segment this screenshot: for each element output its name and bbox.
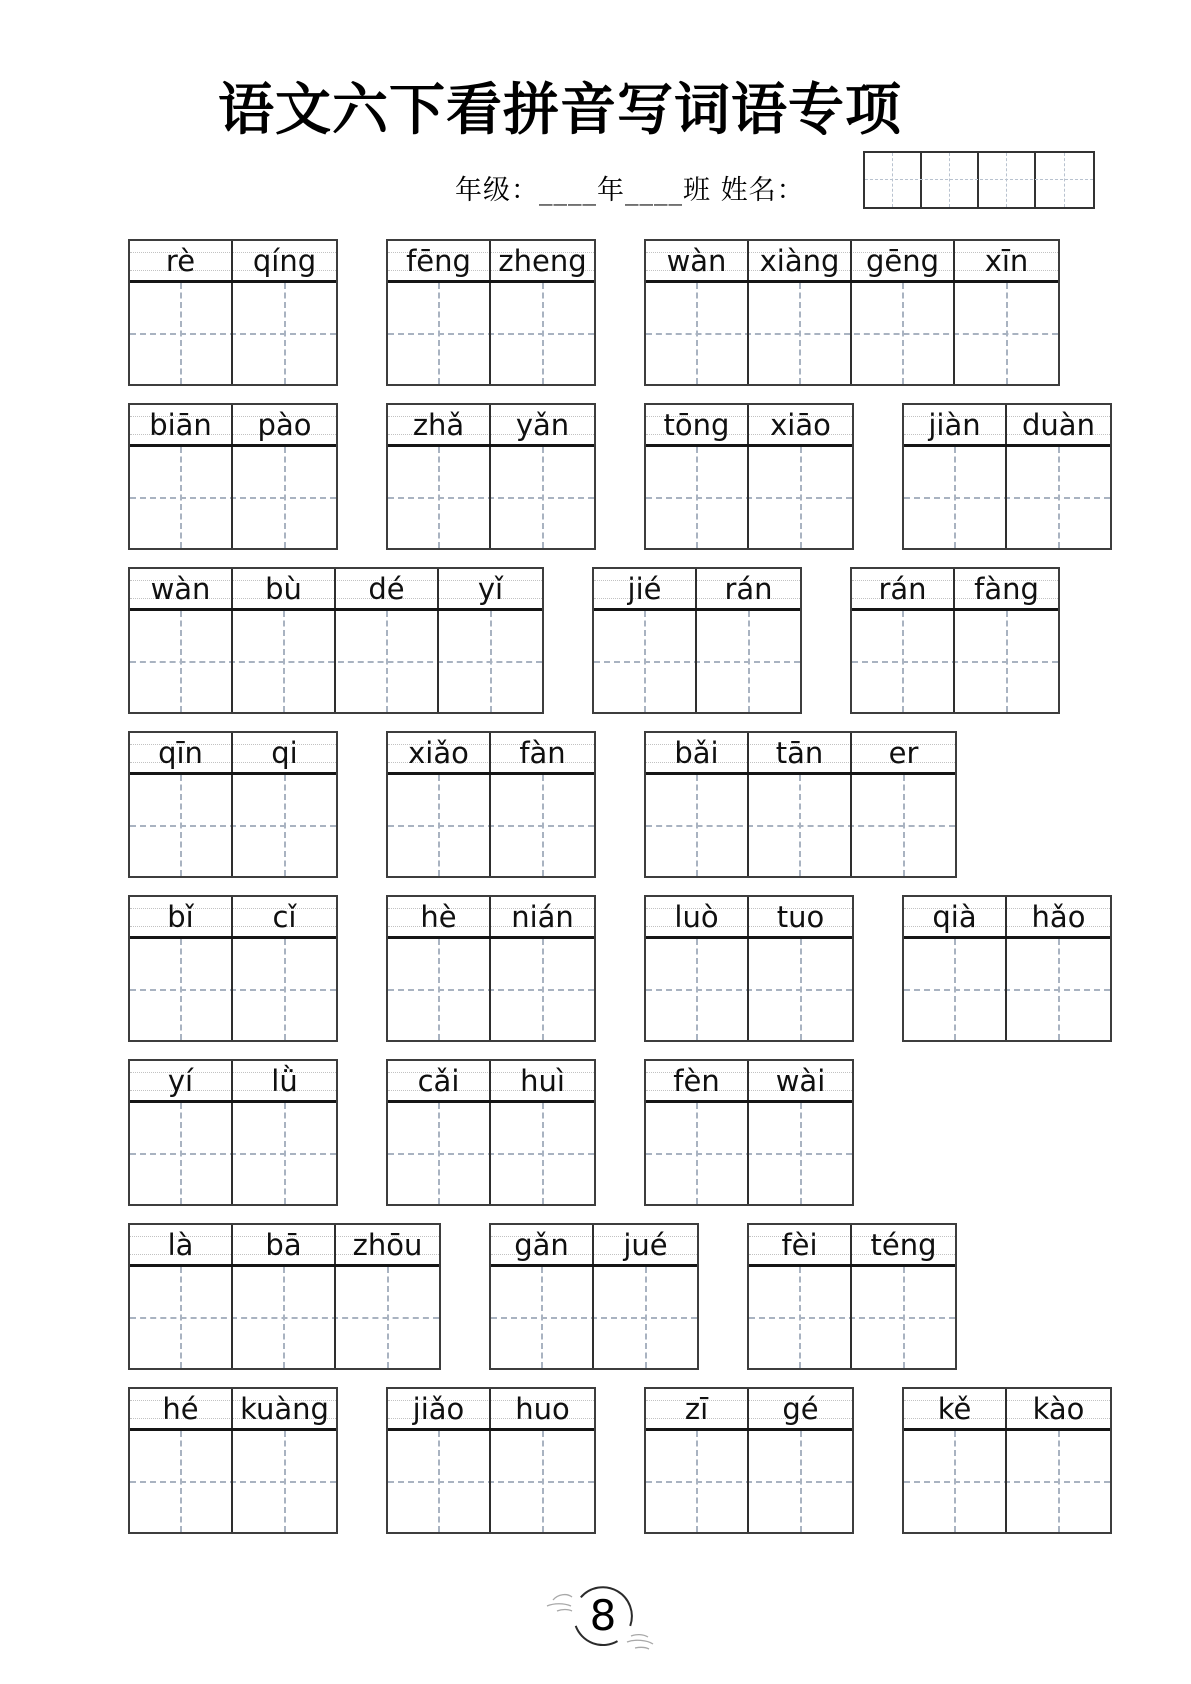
pinyin-syllable: dé — [336, 569, 439, 608]
pinyin-syllable: hè — [388, 897, 491, 936]
writing-box — [130, 775, 233, 876]
writing-box — [646, 1103, 749, 1204]
pinyin-syllable: pào — [257, 407, 312, 442]
writing-boxes — [130, 939, 336, 1040]
writing-boxes — [904, 447, 1110, 548]
pinyin-header — [388, 897, 594, 939]
pinyin-syllable: jiǎo — [388, 1389, 491, 1428]
pinyin-syllable: zhǎ — [388, 405, 491, 444]
word-group — [128, 1223, 441, 1370]
writing-boxes — [388, 939, 594, 1040]
pinyin-header — [388, 733, 594, 775]
word-group — [128, 403, 338, 550]
writing-box — [852, 1267, 955, 1368]
pinyin-syllable: jié — [594, 569, 697, 608]
writing-box — [904, 1431, 1007, 1532]
word-group — [489, 1223, 699, 1370]
writing-box — [130, 611, 233, 712]
pinyin-syllable: qià — [904, 897, 1007, 936]
word-group — [902, 403, 1112, 550]
writing-boxes — [388, 1431, 594, 1532]
writing-box — [749, 775, 852, 876]
page-title: 语文六下看拼音写词语专项 — [218, 77, 902, 143]
pinyin-word-row — [128, 731, 957, 878]
writing-box — [1007, 939, 1110, 1040]
writing-boxes — [904, 939, 1110, 1040]
name-entry-grid — [863, 151, 1095, 209]
pinyin-header — [904, 405, 1110, 447]
pinyin-syllable: téng — [870, 1227, 937, 1262]
word-group — [747, 1223, 957, 1370]
writing-box — [439, 611, 542, 712]
word-group — [644, 895, 854, 1042]
pinyin-word-row — [128, 895, 1112, 1042]
pinyin-syllable: er — [888, 735, 919, 770]
word-group — [386, 403, 596, 550]
writing-boxes — [130, 1431, 336, 1532]
writing-box — [749, 1431, 852, 1532]
pinyin-header — [491, 1225, 697, 1267]
pinyin-syllable: fàn — [519, 735, 566, 770]
pinyin-syllable: duàn — [1022, 407, 1095, 442]
writing-box — [491, 1431, 594, 1532]
pinyin-word-row — [128, 403, 1112, 550]
word-group — [128, 567, 544, 714]
pinyin-header — [130, 405, 336, 447]
pinyin-syllable: hǎo — [1031, 899, 1086, 934]
writing-box — [852, 775, 955, 876]
page-number-ornament — [543, 1570, 663, 1660]
writing-box — [130, 447, 233, 548]
writing-box — [388, 447, 491, 548]
writing-box — [130, 939, 233, 1040]
pinyin-syllable: qi — [271, 735, 298, 770]
writing-box — [233, 283, 336, 384]
writing-boxes — [646, 939, 852, 1040]
word-group — [644, 1059, 854, 1206]
pinyin-syllable: yǎn — [515, 407, 570, 442]
word-group — [644, 1387, 854, 1534]
writing-box — [749, 1103, 852, 1204]
writing-boxes — [388, 1103, 594, 1204]
pinyin-syllable: luò — [646, 897, 749, 936]
pinyin-syllable: gēng — [852, 241, 955, 280]
writing-box — [852, 611, 955, 712]
pinyin-header — [646, 1061, 852, 1103]
word-group — [592, 567, 802, 714]
pinyin-syllable: bǐ — [130, 897, 233, 936]
writing-box — [594, 1267, 697, 1368]
pinyin-header — [130, 1225, 439, 1267]
writing-box — [130, 1267, 233, 1368]
pinyin-syllable: huo — [515, 1391, 570, 1426]
writing-box — [852, 283, 955, 384]
word-group — [644, 239, 1060, 386]
writing-box — [697, 611, 800, 712]
writing-boxes — [852, 611, 1058, 712]
pinyin-header — [852, 569, 1058, 611]
writing-box — [955, 611, 1058, 712]
writing-box — [491, 775, 594, 876]
page-number: 8 — [589, 1591, 617, 1640]
pinyin-header — [130, 569, 542, 611]
pinyin-word-row — [128, 239, 1060, 386]
name-grid-cell — [979, 153, 1036, 207]
pinyin-syllable: gé — [782, 1391, 819, 1426]
pinyin-word-row — [128, 1059, 854, 1206]
writing-box — [491, 1103, 594, 1204]
pinyin-syllable: rè — [130, 241, 233, 280]
pinyin-syllable: qíng — [252, 243, 317, 278]
writing-boxes — [130, 1267, 439, 1368]
writing-boxes — [388, 447, 594, 548]
pinyin-syllable: lǜ — [271, 1063, 298, 1098]
writing-boxes — [491, 1267, 697, 1368]
pinyin-header — [130, 1061, 336, 1103]
writing-boxes — [646, 1103, 852, 1204]
pinyin-header — [646, 1389, 852, 1431]
writing-box — [646, 283, 749, 384]
writing-box — [646, 939, 749, 1040]
pinyin-header — [594, 569, 800, 611]
writing-box — [749, 939, 852, 1040]
writing-boxes — [646, 447, 852, 548]
writing-boxes — [130, 1103, 336, 1204]
pinyin-syllable: rán — [724, 571, 773, 606]
writing-box — [749, 447, 852, 548]
pinyin-syllable: rán — [852, 569, 955, 608]
pinyin-header — [388, 1061, 594, 1103]
pinyin-syllable: biān — [130, 405, 233, 444]
writing-box — [1007, 1431, 1110, 1532]
writing-boxes — [646, 283, 1058, 384]
writing-box — [336, 1267, 439, 1368]
word-group — [644, 403, 854, 550]
writing-box — [491, 283, 594, 384]
pinyin-header — [388, 405, 594, 447]
writing-box — [491, 939, 594, 1040]
writing-box — [130, 1431, 233, 1532]
writing-box — [904, 447, 1007, 548]
pinyin-syllable: fàng — [974, 571, 1039, 606]
writing-box — [233, 1431, 336, 1532]
pinyin-header — [646, 241, 1058, 283]
pinyin-syllable: kuàng — [240, 1391, 329, 1426]
writing-box — [388, 1431, 491, 1532]
word-group — [128, 1387, 338, 1534]
grade-class-name-line: 年级：____年____班 姓名： — [455, 175, 805, 206]
writing-box — [233, 447, 336, 548]
writing-boxes — [749, 1267, 955, 1368]
pinyin-syllable: là — [130, 1225, 233, 1264]
pinyin-syllable: gǎn — [491, 1225, 594, 1264]
pinyin-syllable: zī — [646, 1389, 749, 1428]
writing-box — [388, 283, 491, 384]
pinyin-syllable: wài — [775, 1063, 826, 1098]
name-grid-cell — [922, 153, 979, 207]
pinyin-syllable: yí — [130, 1061, 233, 1100]
writing-boxes — [130, 283, 336, 384]
writing-boxes — [646, 775, 955, 876]
writing-box — [233, 939, 336, 1040]
writing-box — [646, 775, 749, 876]
pinyin-syllable: jiàn — [904, 405, 1007, 444]
pinyin-header — [130, 733, 336, 775]
pinyin-syllable: fèn — [646, 1061, 749, 1100]
writing-boxes — [130, 611, 542, 712]
writing-box — [233, 611, 336, 712]
pinyin-word-row — [128, 1387, 1112, 1534]
pinyin-header — [646, 897, 852, 939]
pinyin-header — [130, 897, 336, 939]
pinyin-header — [130, 1389, 336, 1431]
word-group — [128, 1059, 338, 1206]
writing-box — [904, 939, 1007, 1040]
writing-boxes — [130, 447, 336, 548]
word-group — [386, 239, 596, 386]
pinyin-syllable: bù — [233, 569, 336, 608]
word-group — [644, 731, 957, 878]
word-group — [850, 567, 1060, 714]
pinyin-syllable: wàn — [646, 241, 749, 280]
pinyin-header — [130, 241, 336, 283]
pinyin-syllable: bā — [233, 1225, 336, 1264]
word-group — [128, 239, 338, 386]
pinyin-syllable: cǎi — [388, 1061, 491, 1100]
writing-box — [955, 283, 1058, 384]
pinyin-header — [388, 1389, 594, 1431]
writing-boxes — [130, 775, 336, 876]
pinyin-syllable: tuo — [776, 899, 825, 934]
pinyin-syllable: xiǎo — [388, 733, 491, 772]
writing-box — [491, 1267, 594, 1368]
pinyin-syllable: xīn — [984, 243, 1029, 278]
pinyin-syllable: xiàng — [749, 241, 852, 280]
writing-box — [388, 1103, 491, 1204]
pinyin-header — [646, 405, 852, 447]
writing-box — [388, 775, 491, 876]
pinyin-word-row — [128, 1223, 957, 1370]
pinyin-word-row — [128, 567, 1060, 714]
pinyin-syllable: hé — [130, 1389, 233, 1428]
writing-box — [388, 939, 491, 1040]
pinyin-syllable: kào — [1032, 1391, 1085, 1426]
pinyin-syllable: yǐ — [477, 571, 504, 606]
pinyin-syllable: fēng — [388, 241, 491, 280]
pinyin-syllable: fèi — [749, 1225, 852, 1264]
writing-box — [233, 1267, 336, 1368]
word-group — [902, 1387, 1112, 1534]
pinyin-syllable: zhōu — [352, 1227, 423, 1262]
writing-box — [491, 447, 594, 548]
name-grid-cell — [1036, 153, 1093, 207]
pinyin-syllable: huì — [520, 1063, 565, 1098]
writing-box — [130, 1103, 233, 1204]
word-group — [386, 1059, 596, 1206]
pinyin-syllable: zheng — [498, 243, 587, 278]
writing-boxes — [594, 611, 800, 712]
word-group — [128, 731, 338, 878]
pinyin-syllable: nián — [511, 899, 574, 934]
pinyin-header — [388, 241, 594, 283]
word-group — [128, 895, 338, 1042]
pinyin-header — [646, 733, 955, 775]
writing-box — [130, 283, 233, 384]
writing-box — [233, 1103, 336, 1204]
pinyin-syllable: kě — [904, 1389, 1007, 1428]
pinyin-header — [749, 1225, 955, 1267]
writing-box — [749, 1267, 852, 1368]
name-grid-cell — [865, 153, 922, 207]
word-group — [386, 895, 596, 1042]
pinyin-syllable: qīn — [130, 733, 233, 772]
writing-box — [646, 447, 749, 548]
writing-box — [1007, 447, 1110, 548]
pinyin-header — [904, 897, 1110, 939]
pinyin-syllable: cǐ — [272, 899, 297, 934]
word-group — [902, 895, 1112, 1042]
pinyin-header — [904, 1389, 1110, 1431]
pinyin-syllable: wàn — [130, 569, 233, 608]
writing-boxes — [904, 1431, 1110, 1532]
pinyin-syllable: tān — [749, 733, 852, 772]
writing-boxes — [646, 1431, 852, 1532]
writing-box — [646, 1431, 749, 1532]
word-group — [386, 731, 596, 878]
pinyin-syllable: tōng — [646, 405, 749, 444]
pinyin-syllable: jué — [623, 1227, 668, 1262]
writing-boxes — [388, 283, 594, 384]
writing-box — [233, 775, 336, 876]
word-group — [386, 1387, 596, 1534]
writing-box — [594, 611, 697, 712]
pinyin-syllable: xiāo — [770, 407, 831, 442]
writing-box — [749, 283, 852, 384]
pinyin-syllable: bǎi — [646, 733, 749, 772]
writing-boxes — [388, 775, 594, 876]
writing-box — [336, 611, 439, 712]
